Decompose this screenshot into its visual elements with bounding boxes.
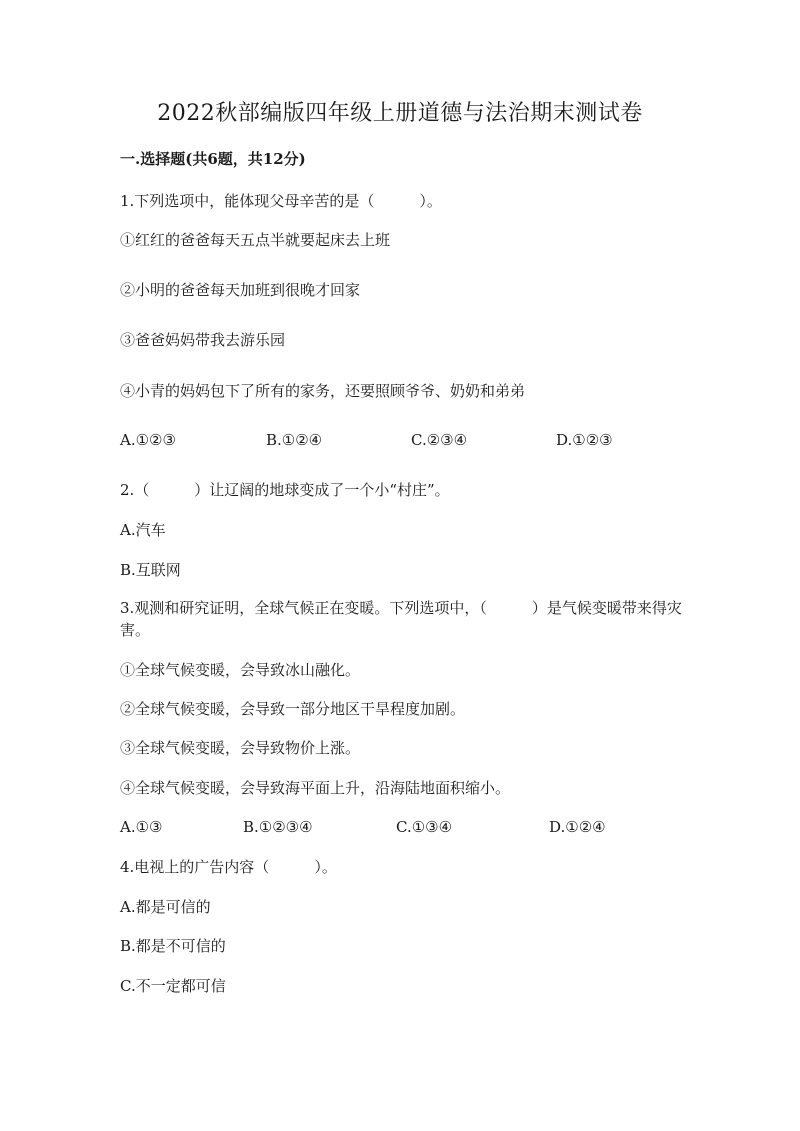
section-heading: 一.选择题(共6题，共12分) [120,150,306,168]
question-1-option-b[interactable]: B.①②④ [266,431,323,449]
question-1-statement-2: ②小明的爸爸每天加班到很晚才回家 [120,281,361,299]
question-4-option-b[interactable]: B.都是不可信的 [120,937,226,955]
question-1-option-d[interactable]: D.①②③ [556,431,613,449]
question-1-option-a[interactable]: A.①②③ [120,431,176,449]
question-3-statement-3: ③全球气候变暖，会导致物价上涨。 [120,739,361,757]
question-1-statement-1: ①红红的爸爸每天五点半就要起床去上班 [120,231,391,249]
question-4-option-a[interactable]: A.都是可信的 [120,898,211,916]
question-2-stem: 2.（ ）让辽阔的地球变成了一个小“村庄”。 [120,481,450,499]
question-1-statement-4: ④小青的妈妈包下了所有的家务，还要照顾爷爷、奶奶和弟弟 [120,382,526,400]
question-2-option-a[interactable]: A.汽车 [120,521,166,539]
question-4-stem: 4.电视上的广告内容（ ）。 [120,858,337,876]
question-4-option-c[interactable]: C.不一定都可信 [120,977,226,995]
question-3-stem: 3.观测和研究证明，全球气候正在变暖。下列选项中，（ ）是气候变暖带来得灾害。 [120,599,682,639]
question-3-option-c[interactable]: C.①③④ [396,818,453,836]
question-1-option-c[interactable]: C.②③④ [411,431,468,449]
question-3-option-d[interactable]: D.①②④ [549,818,606,836]
question-1-statement-3: ③爸爸妈妈带我去游乐园 [120,331,286,349]
question-3-option-b[interactable]: B.①②③④ [243,818,313,836]
question-2-option-b[interactable]: B.互联网 [120,561,181,579]
question-3-statement-2: ②全球气候变暖，会导致一部分地区干旱程度加剧。 [120,700,466,718]
question-3-statement-1: ①全球气候变暖，会导致冰山融化。 [120,661,361,679]
question-3-statement-4: ④全球气候变暖，会导致海平面上升，沿海陆地面积缩小。 [120,779,511,797]
question-3-option-a[interactable]: A.①③ [120,818,163,836]
question-1-stem: 1.下列选项中，能体现父母辛苦的是（ ）。 [120,192,442,210]
page-title: 2022秋部编版四年级上册道德与法治期末测试卷 [157,101,643,126]
